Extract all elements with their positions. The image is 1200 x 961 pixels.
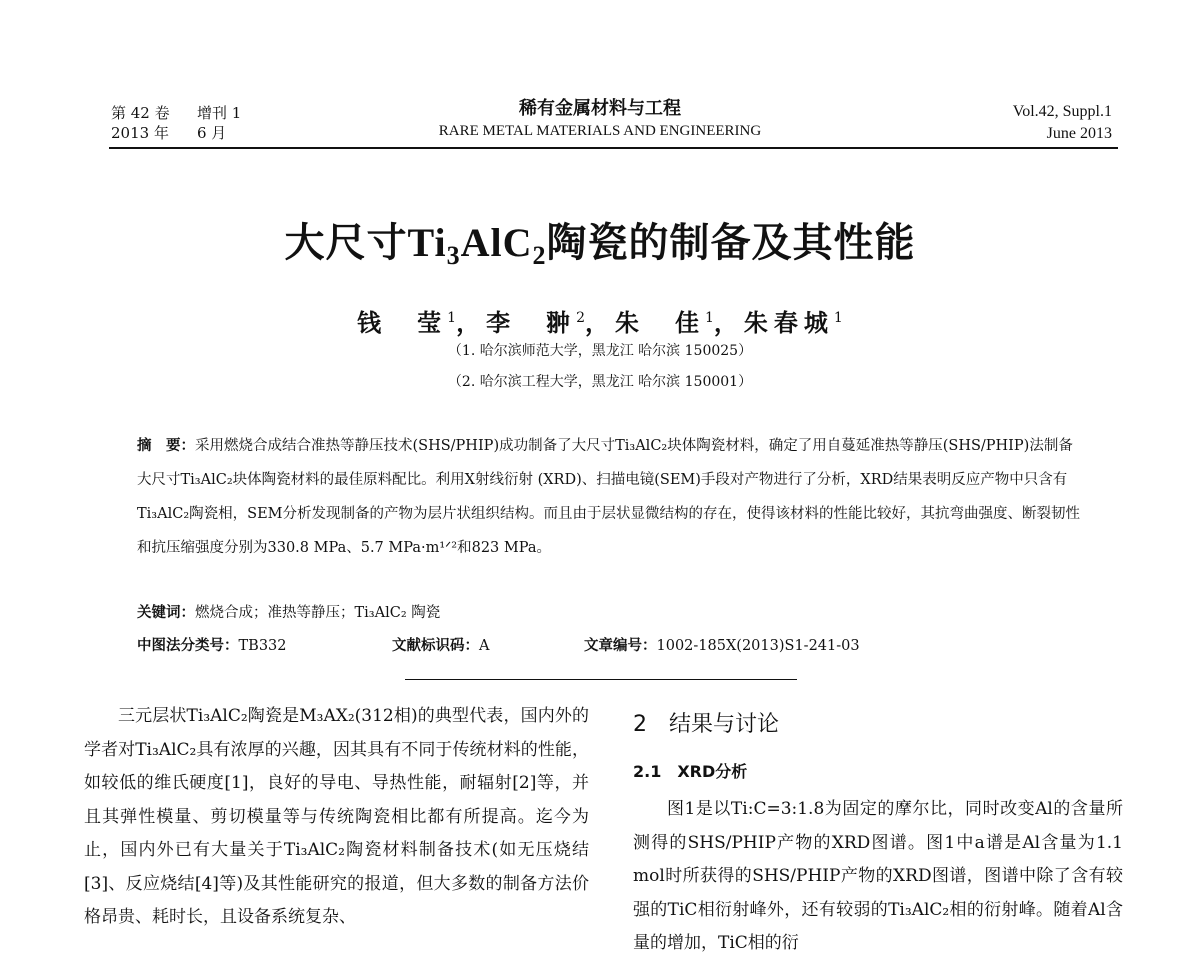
keywords-label: 关键词： (137, 605, 195, 621)
clc-label: 中图法分类号： (137, 638, 239, 654)
classification-info (137, 631, 1097, 661)
author-affiliation-mark: 1 (705, 310, 714, 326)
header-divider (109, 147, 1118, 149)
journal-name-cn: 稀有金属材料与工程 (519, 98, 681, 119)
abstract-divider (405, 679, 797, 680)
doc-code-label: 文献标识码： (392, 638, 479, 654)
title-formula-alc: AlC (460, 220, 533, 265)
author-name: 朱 佳 (615, 308, 705, 337)
doc-code-value: A (479, 638, 490, 654)
author-affiliation-mark: 1 (447, 310, 457, 326)
clc-value: TB332 (238, 638, 287, 654)
title-formula-alc-sub: 2 (532, 241, 547, 270)
article-no-label: 文章编号： (584, 638, 657, 654)
author-name: 李 翀 (486, 308, 577, 337)
abstract-text: 采用燃烧合成结合准热等静压技术(SHS/PHIP)成功制备了大尺寸Ti₃AlC₂块体陶瓷材料，确定了用自蔓延准热等静压(SHS/PHIP)法制备大尺寸Ti₃AlC₂块体陶瓷材料的最佳原料配比。利用X射线衍射 (XRD)、扫描电镜(SEM)手段对产物进行了分析，XRD结果表明反应产物中只含有Ti₃AlC₂陶瓷相，SEM分析发现制备的产物为层片状组织结构。而且由于层状显微结构的存在，使得该材料的性能比较好，其抗弯曲强度、断裂韧性和抗压缩强度分别为330.8 MPa、5.7 MPa·m¹ᐟ²和823 MPa。 (137, 438, 1080, 556)
abstract-label: 摘 要： (137, 438, 195, 454)
affiliation-1: （1. 哈尔滨师范大学，黑龙江 哈尔滨 150025） (447, 343, 753, 359)
body-column-left (84, 700, 589, 935)
intro-paragraph: 三元层状Ti₃AlC₂陶瓷是M₃AX₂(312相)的典型代表，国内外的学者对Ti₃AlC₂具有浓厚的兴趣，因其具有不同于传统材料的性能，如较低的维氏硬度[1]，良好的导电、导热性能，耐辐射[2]等，并且其弹性模量、剪切模量等与传统陶瓷相比都有所提高。迄今为止，国内外已有大量关于Ti₃AlC₂陶瓷材料制备技术(如无压烧结[3]、反应烧结[4]等)及其性能研究的报道，但大多数的制备方法价格昂贵、耗时长，且设备系统复杂、 (84, 706, 589, 927)
author-name: 钱 莹 (357, 308, 448, 337)
section-heading: 2 结果与讨论 (633, 712, 779, 737)
author-affiliation-mark: 2 (576, 310, 585, 326)
author-name: 朱春城 (743, 308, 834, 337)
date-en: June 2013 (1046, 125, 1112, 142)
author-list: 钱 莹$^1$，李 翀$^2$，朱 佳$^1$，朱春城$^1$ (357, 308, 843, 337)
body-column-right (633, 705, 1123, 961)
author-affiliation-mark: 1 (833, 310, 843, 326)
title-formula-ti-sub: 3 (446, 241, 461, 270)
volume-en: Vol.42, Suppl.1 (1012, 103, 1112, 120)
title-formula-ti: Ti (407, 220, 447, 265)
month-label: 6 月 (197, 124, 227, 142)
abstract (137, 429, 1087, 565)
journal-name-en: RARE METAL MATERIALS AND ENGINEERING (438, 123, 762, 139)
keywords (137, 598, 440, 628)
subsection-heading: 2.1 XRD分析 (633, 762, 748, 781)
keywords-text: 燃烧合成；准热等静压；Ti₃AlC₂ 陶瓷 (195, 605, 441, 621)
issue-label: 增刊 1 (197, 104, 242, 122)
year-label: 2013 年 (111, 124, 169, 142)
volume-label: 第 42 卷 (111, 104, 170, 122)
affiliation-2: （2. 哈尔滨工程大学，黑龙江 哈尔滨 150001） (447, 374, 753, 390)
article-no-value: 1002-185X(2013)S1-241-03 (656, 638, 860, 654)
xrd-paragraph: 图1是以Ti:C=3:1.8为固定的摩尔比，同时改变Al的含量所测得的SHS/PHIP产物的XRD图谱。图1中a谱是Al含量为1.1 mol时所获得的SHS/PHIP产物的XRD图谱，图谱中除了含有较强的TiC相衍射峰外，还有较弱的Ti₃AlC₂相的衍射峰。随着Al含量的增加，TiC相的衍 (633, 799, 1123, 953)
title-suffix: 陶瓷的制备及其性能 (546, 220, 916, 266)
paper-title (0, 215, 1200, 284)
journal-volume-en (1013, 101, 1112, 145)
title-prefix: 大尺寸 (284, 220, 408, 266)
